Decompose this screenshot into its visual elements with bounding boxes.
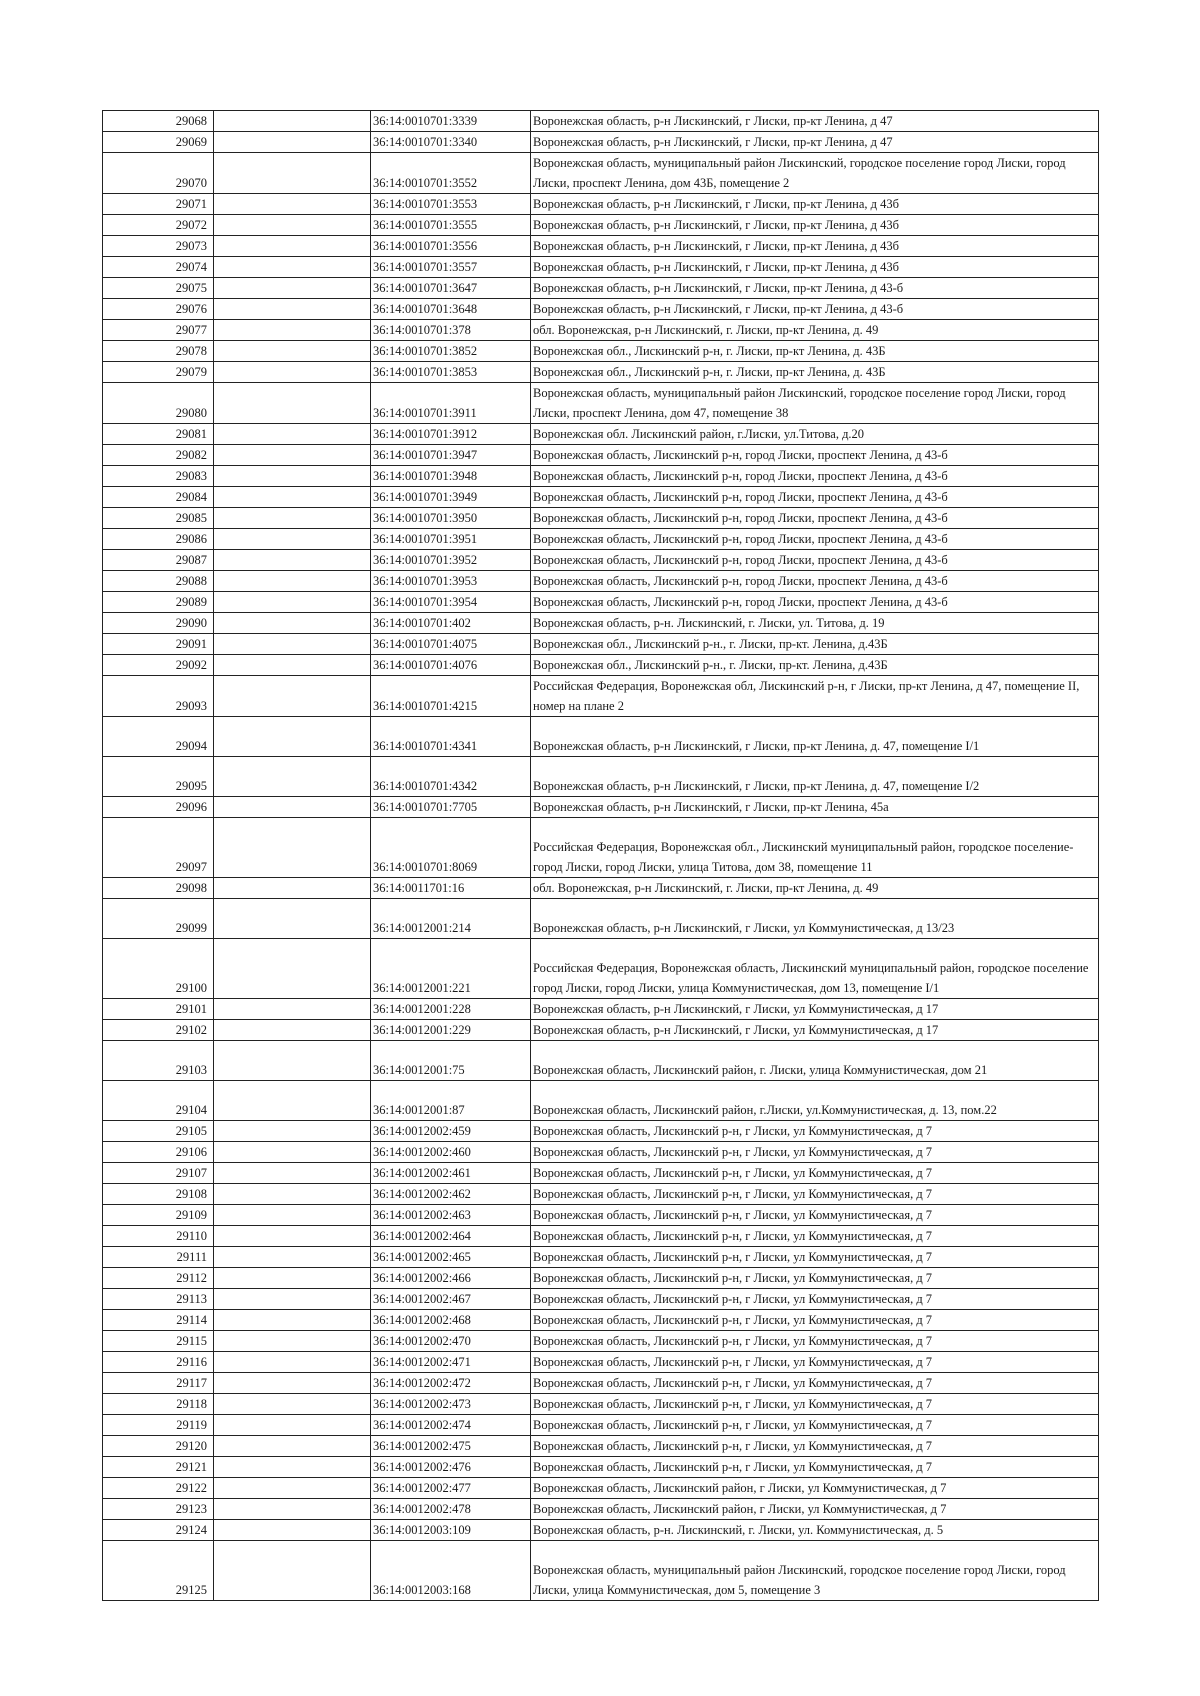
table-row (103, 299, 1099, 320)
address-cell: Воронежская область, Лискинский р-н, г Лиски, ул Коммунистическая, д 7 (531, 1331, 1099, 1352)
cadastral-number-cell: 36:14:0012002:467 (371, 1289, 531, 1310)
cadastral-number-cell: 36:14:0010701:3948 (371, 466, 531, 487)
address-cell: Воронежская область, Лискинский р-н, г Лиски, ул Коммунистическая, д 7 (531, 1436, 1099, 1457)
empty-cell (214, 299, 371, 320)
address-cell: Воронежская область, Лискинский р-н, г Лиски, ул Коммунистическая, д 7 (531, 1268, 1099, 1289)
cadastral-number-cell: 36:14:0010701:4342 (371, 757, 531, 797)
address-cell: Воронежская обл., Лискинский р-н, г. Лиски, пр-кт Ленина, д. 43Б (531, 341, 1099, 362)
empty-cell (214, 1041, 371, 1081)
row-number-cell: 29070 (103, 153, 214, 194)
row-number-cell: 29073 (103, 236, 214, 257)
table-row (103, 878, 1099, 899)
table-row (103, 1041, 1099, 1081)
address-cell: Воронежская область, Лискинский р-н, г Лиски, ул Коммунистическая, д 7 (531, 1121, 1099, 1142)
table-row (103, 1142, 1099, 1163)
table-row (103, 999, 1099, 1020)
cadastral-number-cell: 36:14:0012002:462 (371, 1184, 531, 1205)
table-row (103, 1184, 1099, 1205)
address-cell: Воронежская область, р-н Лискинский, г Лиски, ул Коммунистическая, д 17 (531, 1020, 1099, 1041)
row-number-cell: 29086 (103, 529, 214, 550)
empty-cell (214, 1121, 371, 1142)
empty-cell (214, 1268, 371, 1289)
address-cell: Российская Федерация, Воронежская обл., Лискинский муниципальный район, городское поселение-город Лиски, город Лиски, улица Титова, дом 38, помещение 11 (531, 818, 1099, 878)
row-number-cell: 29112 (103, 1268, 214, 1289)
cadastral-number-cell: 36:14:0012002:468 (371, 1310, 531, 1331)
cadastral-number-cell: 36:14:0010701:3647 (371, 278, 531, 299)
cadastral-number-cell: 36:14:0010701:378 (371, 320, 531, 341)
address-cell: Воронежская область, Лискинский р-н, город Лиски, проспект Ленина, д 43-б (531, 487, 1099, 508)
cadastral-number-cell: 36:14:0010701:3555 (371, 215, 531, 236)
address-cell: Воронежская область, Лискинский р-н, г Лиски, ул Коммунистическая, д 7 (531, 1457, 1099, 1478)
table-row (103, 592, 1099, 613)
cadastral-number-cell: 36:14:0012002:465 (371, 1247, 531, 1268)
row-number-cell: 29068 (103, 111, 214, 132)
empty-cell (214, 362, 371, 383)
cadastral-number-cell: 36:14:0010701:3339 (371, 111, 531, 132)
cadastral-number-cell: 36:14:0012002:461 (371, 1163, 531, 1184)
registry-body (103, 111, 1099, 1601)
cadastral-number-cell: 36:14:0012002:460 (371, 1142, 531, 1163)
cadastral-number-cell: 36:14:0010701:3556 (371, 236, 531, 257)
cadastral-number-cell: 36:14:0012002:477 (371, 1478, 531, 1499)
cadastral-number-cell: 36:14:0010701:402 (371, 613, 531, 634)
empty-cell (214, 111, 371, 132)
table-row (103, 757, 1099, 797)
address-cell: Воронежская обл., Лискинский р-н., г. Лиски, пр-кт. Ленина, д.43Б (531, 634, 1099, 655)
table-row (103, 550, 1099, 571)
empty-cell (214, 757, 371, 797)
row-number-cell: 29069 (103, 132, 214, 153)
cadastral-number-cell: 36:14:0012002:478 (371, 1499, 531, 1520)
cadastral-number-cell: 36:14:0010701:3952 (371, 550, 531, 571)
row-number-cell: 29087 (103, 550, 214, 571)
empty-cell (214, 1205, 371, 1226)
address-cell: Воронежская область, Лискинский район, г. Лиски, улица Коммунистическая, дом 21 (531, 1041, 1099, 1081)
empty-cell (214, 550, 371, 571)
table-row (103, 1436, 1099, 1457)
table-row (103, 1081, 1099, 1121)
row-number-cell: 29078 (103, 341, 214, 362)
row-number-cell: 29113 (103, 1289, 214, 1310)
empty-cell (214, 132, 371, 153)
empty-cell (214, 257, 371, 278)
row-number-cell: 29103 (103, 1041, 214, 1081)
table-row (103, 939, 1099, 999)
row-number-cell: 29091 (103, 634, 214, 655)
empty-cell (214, 1436, 371, 1457)
empty-cell (214, 717, 371, 757)
table-row (103, 1268, 1099, 1289)
address-cell: Воронежская область, р-н Лискинский, г Лиски, пр-кт Ленина, д 47 (531, 132, 1099, 153)
cadastral-number-cell: 36:14:0010701:4075 (371, 634, 531, 655)
table-row (103, 1457, 1099, 1478)
table-row (103, 1478, 1099, 1499)
cadastral-number-cell: 36:14:0012001:87 (371, 1081, 531, 1121)
row-number-cell: 29117 (103, 1373, 214, 1394)
empty-cell (214, 320, 371, 341)
table-row (103, 1121, 1099, 1142)
address-cell: Воронежская область, Лискинский р-н, г Лиски, ул Коммунистическая, д 7 (531, 1205, 1099, 1226)
address-cell: Воронежская обл., Лискинский р-н, г. Лиски, пр-кт Ленина, д. 43Б (531, 362, 1099, 383)
empty-cell (214, 236, 371, 257)
address-cell: Воронежская область, Лискинский р-н, город Лиски, проспект Ленина, д 43-б (531, 550, 1099, 571)
empty-cell (214, 153, 371, 194)
row-number-cell: 29109 (103, 1205, 214, 1226)
table-row (103, 1373, 1099, 1394)
address-cell: Воронежская область, р-н Лискинский, г Лиски, пр-кт Ленина, 45а (531, 797, 1099, 818)
table-row (103, 899, 1099, 939)
table-row (103, 1226, 1099, 1247)
empty-cell (214, 1520, 371, 1541)
table-row (103, 1499, 1099, 1520)
table-row (103, 676, 1099, 717)
address-cell: Воронежская область, Лискинский р-н, г Лиски, ул Коммунистическая, д 7 (531, 1352, 1099, 1373)
empty-cell (214, 1184, 371, 1205)
row-number-cell: 29090 (103, 613, 214, 634)
cadastral-number-cell: 36:14:0012002:476 (371, 1457, 531, 1478)
table-row (103, 529, 1099, 550)
row-number-cell: 29101 (103, 999, 214, 1020)
table-row (103, 341, 1099, 362)
table-row (103, 571, 1099, 592)
address-cell: Воронежская область, Лискинский р-н, город Лиски, проспект Ленина, д 43-б (531, 508, 1099, 529)
empty-cell (214, 1289, 371, 1310)
row-number-cell: 29108 (103, 1184, 214, 1205)
empty-cell (214, 1310, 371, 1331)
empty-cell (214, 676, 371, 717)
row-number-cell: 29088 (103, 571, 214, 592)
cadastral-number-cell: 36:14:0010701:7705 (371, 797, 531, 818)
address-cell: Воронежская область, Лискинский р-н, г Лиски, ул Коммунистическая, д 7 (531, 1226, 1099, 1247)
empty-cell (214, 1373, 371, 1394)
row-number-cell: 29075 (103, 278, 214, 299)
table-row (103, 1310, 1099, 1331)
address-cell: Воронежская область, Лискинский р-н, г Лиски, ул Коммунистическая, д 7 (531, 1247, 1099, 1268)
empty-cell (214, 571, 371, 592)
empty-cell (214, 341, 371, 362)
cadastral-number-cell: 36:14:0012002:473 (371, 1394, 531, 1415)
address-cell: Воронежская область, Лискинский р-н, город Лиски, проспект Ленина, д 43-б (531, 445, 1099, 466)
row-number-cell: 29079 (103, 362, 214, 383)
table-row (103, 215, 1099, 236)
row-number-cell: 29074 (103, 257, 214, 278)
address-cell: Воронежская область, р-н Лискинский, г Лиски, пр-кт Ленина, д 43б (531, 194, 1099, 215)
address-cell: Российская Федерация, Воронежская обл, Лискинский р-н, г Лиски, пр-кт Ленина, д 47, помещение II, номер на плане 2 (531, 676, 1099, 717)
empty-cell (214, 383, 371, 424)
empty-cell (214, 424, 371, 445)
cadastral-number-cell: 36:14:0012001:214 (371, 899, 531, 939)
address-cell: Воронежская область, р-н. Лискинский, г. Лиски, ул. Коммунистическая, д. 5 (531, 1520, 1099, 1541)
table-row (103, 111, 1099, 132)
row-number-cell: 29080 (103, 383, 214, 424)
table-row (103, 445, 1099, 466)
row-number-cell: 29071 (103, 194, 214, 215)
row-number-cell: 29105 (103, 1121, 214, 1142)
cadastral-number-cell: 36:14:0012003:168 (371, 1541, 531, 1601)
table-row (103, 1394, 1099, 1415)
cadastral-number-cell: 36:14:0012001:75 (371, 1041, 531, 1081)
empty-cell (214, 1499, 371, 1520)
address-cell: обл. Воронежская, р-н Лискинский, г. Лиски, пр-кт Ленина, д. 49 (531, 320, 1099, 341)
address-cell: Воронежская область, Лискинский район, г Лиски, ул Коммунистическая, д 7 (531, 1478, 1099, 1499)
row-number-cell: 29095 (103, 757, 214, 797)
row-number-cell: 29097 (103, 818, 214, 878)
cadastral-number-cell: 36:14:0010701:3552 (371, 153, 531, 194)
table-row (103, 655, 1099, 676)
row-number-cell: 29106 (103, 1142, 214, 1163)
address-cell: Воронежская область, муниципальный район Лискинский, городское поселение город Лиски, город Лиски, проспект Ленина, дом 43Б, помещение 2 (531, 153, 1099, 194)
cadastral-number-cell: 36:14:0010701:3950 (371, 508, 531, 529)
cadastral-number-cell: 36:14:0010701:3648 (371, 299, 531, 320)
address-cell: Воронежская область, Лискинский р-н, г Лиски, ул Коммунистическая, д 7 (531, 1310, 1099, 1331)
cadastral-number-cell: 36:14:0012001:229 (371, 1020, 531, 1041)
empty-cell (214, 1331, 371, 1352)
cadastral-number-cell: 36:14:0010701:3912 (371, 424, 531, 445)
address-cell: Воронежская область, р-н Лискинский, г Лиски, пр-кт Ленина, д 47 (531, 111, 1099, 132)
empty-cell (214, 466, 371, 487)
table-row (103, 424, 1099, 445)
address-cell: Воронежская область, Лискинский р-н, г Лиски, ул Коммунистическая, д 7 (531, 1163, 1099, 1184)
address-cell: Воронежская область, Лискинский р-н, город Лиски, проспект Ленина, д 43-б (531, 592, 1099, 613)
row-number-cell: 29085 (103, 508, 214, 529)
empty-cell (214, 445, 371, 466)
table-row (103, 1520, 1099, 1541)
cadastral-number-cell: 36:14:0010701:3853 (371, 362, 531, 383)
table-row (103, 717, 1099, 757)
row-number-cell: 29096 (103, 797, 214, 818)
table-row (103, 1020, 1099, 1041)
cadastral-number-cell: 36:14:0012002:464 (371, 1226, 531, 1247)
address-cell: Воронежская область, р-н Лискинский, г Лиски, пр-кт Ленина, д. 47, помещение I/1 (531, 717, 1099, 757)
empty-cell (214, 508, 371, 529)
table-row (103, 1163, 1099, 1184)
empty-cell (214, 1457, 371, 1478)
row-number-cell: 29092 (103, 655, 214, 676)
row-number-cell: 29116 (103, 1352, 214, 1373)
cadastral-number-cell: 36:14:0010701:3553 (371, 194, 531, 215)
table-row (103, 797, 1099, 818)
table-row (103, 1541, 1099, 1601)
empty-cell (214, 1163, 371, 1184)
row-number-cell: 29120 (103, 1436, 214, 1457)
row-number-cell: 29119 (103, 1415, 214, 1436)
table-row (103, 132, 1099, 153)
cadastral-number-cell: 36:14:0011701:16 (371, 878, 531, 899)
address-cell: Воронежская область, Лискинский р-н, город Лиски, проспект Ленина, д 43-б (531, 466, 1099, 487)
row-number-cell: 29094 (103, 717, 214, 757)
empty-cell (214, 878, 371, 899)
row-number-cell: 29072 (103, 215, 214, 236)
empty-cell (214, 529, 371, 550)
address-cell: Воронежская область, Лискинский р-н, г Лиски, ул Коммунистическая, д 7 (531, 1184, 1099, 1205)
cadastral-number-cell: 36:14:0012002:472 (371, 1373, 531, 1394)
address-cell: Воронежская область, Лискинский р-н, город Лиски, проспект Ленина, д 43-б (531, 529, 1099, 550)
row-number-cell: 29125 (103, 1541, 214, 1601)
row-number-cell: 29084 (103, 487, 214, 508)
address-cell: Воронежская область, муниципальный район Лискинский, городское поселение город Лиски, город Лиски, улица Коммунистическая, дом 5, помещение 3 (531, 1541, 1099, 1601)
empty-cell (214, 1394, 371, 1415)
row-number-cell: 29093 (103, 676, 214, 717)
cadastral-number-cell: 36:14:0010701:4215 (371, 676, 531, 717)
cadastral-number-cell: 36:14:0012002:475 (371, 1436, 531, 1457)
address-cell: Воронежская область, Лискинский р-н, г Лиски, ул Коммунистическая, д 7 (531, 1289, 1099, 1310)
row-number-cell: 29089 (103, 592, 214, 613)
empty-cell (214, 278, 371, 299)
empty-cell (214, 1541, 371, 1601)
cadastral-number-cell: 36:14:0012003:109 (371, 1520, 531, 1541)
table-row (103, 1247, 1099, 1268)
row-number-cell: 29115 (103, 1331, 214, 1352)
address-cell: Воронежская область, р-н Лискинский, г Лиски, пр-кт Ленина, д 43б (531, 236, 1099, 257)
address-cell: Воронежская область, р-н Лискинский, г Лиски, ул Коммунистическая, д 17 (531, 999, 1099, 1020)
cadastral-number-cell: 36:14:0012002:459 (371, 1121, 531, 1142)
empty-cell (214, 592, 371, 613)
table-row (103, 487, 1099, 508)
row-number-cell: 29077 (103, 320, 214, 341)
table-row (103, 1205, 1099, 1226)
address-cell: Воронежская область, Лискинский р-н, г Лиски, ул Коммунистическая, д 7 (531, 1415, 1099, 1436)
empty-cell (214, 1081, 371, 1121)
row-number-cell: 29110 (103, 1226, 214, 1247)
cadastral-number-cell: 36:14:0010701:3911 (371, 383, 531, 424)
address-cell: Воронежская область, р-н Лискинский, г Лиски, пр-кт Ленина, д 43-б (531, 278, 1099, 299)
address-cell: Воронежская область, р-н. Лискинский, г. Лиски, ул. Титова, д. 19 (531, 613, 1099, 634)
row-number-cell: 29081 (103, 424, 214, 445)
cadastral-number-cell: 36:14:0012002:466 (371, 1268, 531, 1289)
table-row (103, 613, 1099, 634)
cadastral-number-cell: 36:14:0012001:228 (371, 999, 531, 1020)
row-number-cell: 29099 (103, 899, 214, 939)
table-row (103, 634, 1099, 655)
table-row (103, 362, 1099, 383)
address-cell: Воронежская область, р-н Лискинский, г Лиски, пр-кт Ленина, д 43б (531, 215, 1099, 236)
row-number-cell: 29123 (103, 1499, 214, 1520)
row-number-cell: 29082 (103, 445, 214, 466)
empty-cell (214, 818, 371, 878)
cadastral-number-cell: 36:14:0010701:3951 (371, 529, 531, 550)
table-row (103, 508, 1099, 529)
address-cell: Воронежская область, Лискинский район, г Лиски, ул Коммунистическая, д 7 (531, 1499, 1099, 1520)
empty-cell (214, 194, 371, 215)
row-number-cell: 29111 (103, 1247, 214, 1268)
row-number-cell: 29118 (103, 1394, 214, 1415)
address-cell: Воронежская область, Лискинский р-н, г Лиски, ул Коммунистическая, д 7 (531, 1373, 1099, 1394)
empty-cell (214, 487, 371, 508)
address-cell: обл. Воронежская, р-н Лискинский, г. Лиски, пр-кт Ленина, д. 49 (531, 878, 1099, 899)
cadastral-number-cell: 36:14:0012001:221 (371, 939, 531, 999)
table-row (103, 818, 1099, 878)
table-row (103, 257, 1099, 278)
table-row (103, 1289, 1099, 1310)
empty-cell (214, 634, 371, 655)
address-cell: Воронежская область, Лискинский р-н, город Лиски, проспект Ленина, д 43-б (531, 571, 1099, 592)
table-row (103, 236, 1099, 257)
empty-cell (214, 1020, 371, 1041)
row-number-cell: 29076 (103, 299, 214, 320)
row-number-cell: 29114 (103, 1310, 214, 1331)
address-cell: Воронежская область, Лискинский р-н, г Лиски, ул Коммунистическая, д 7 (531, 1394, 1099, 1415)
empty-cell (214, 1352, 371, 1373)
cadastral-number-cell: 36:14:0010701:3852 (371, 341, 531, 362)
empty-cell (214, 1415, 371, 1436)
row-number-cell: 29122 (103, 1478, 214, 1499)
empty-cell (214, 1142, 371, 1163)
cadastral-number-cell: 36:14:0010701:8069 (371, 818, 531, 878)
empty-cell (214, 999, 371, 1020)
property-registry-table (102, 110, 1099, 1601)
cadastral-number-cell: 36:14:0010701:4341 (371, 717, 531, 757)
empty-cell (214, 1226, 371, 1247)
address-cell: Воронежская область, р-н Лискинский, г Лиски, пр-кт Ленина, д 43б (531, 257, 1099, 278)
row-number-cell: 29121 (103, 1457, 214, 1478)
cadastral-number-cell: 36:14:0012002:463 (371, 1205, 531, 1226)
address-cell: Воронежская область, р-н Лискинский, г Лиски, пр-кт Ленина, д. 47, помещение I/2 (531, 757, 1099, 797)
cadastral-number-cell: 36:14:0010701:3953 (371, 571, 531, 592)
address-cell: Российская Федерация, Воронежская область, Лискинский муниципальный район, городское поселение город Лиски, город Лиски, улица Коммунистическая, дом 13, помещение I/1 (531, 939, 1099, 999)
empty-cell (214, 1247, 371, 1268)
cadastral-number-cell: 36:14:0010701:3954 (371, 592, 531, 613)
empty-cell (214, 613, 371, 634)
table-row (103, 194, 1099, 215)
row-number-cell: 29083 (103, 466, 214, 487)
address-cell: Воронежская область, муниципальный район Лискинский, городское поселение город Лиски, город Лиски, проспект Ленина, дом 47, помещение 38 (531, 383, 1099, 424)
cadastral-number-cell: 36:14:0010701:3947 (371, 445, 531, 466)
empty-cell (214, 939, 371, 999)
address-cell: Воронежская область, р-н Лискинский, г Лиски, пр-кт Ленина, д 43-б (531, 299, 1099, 320)
table-row (103, 466, 1099, 487)
row-number-cell: 29124 (103, 1520, 214, 1541)
address-cell: Воронежская область, Лискинский район, г.Лиски, ул.Коммунистическая, д. 13, пом.22 (531, 1081, 1099, 1121)
address-cell: Воронежская область, Лискинский р-н, г Лиски, ул Коммунистическая, д 7 (531, 1142, 1099, 1163)
table-row (103, 153, 1099, 194)
address-cell: Воронежская обл. Лискинский район, г.Лиски, ул.Титова, д.20 (531, 424, 1099, 445)
cadastral-number-cell: 36:14:0010701:3949 (371, 487, 531, 508)
row-number-cell: 29107 (103, 1163, 214, 1184)
empty-cell (214, 215, 371, 236)
table-row (103, 1415, 1099, 1436)
table-row (103, 320, 1099, 341)
empty-cell (214, 1478, 371, 1499)
empty-cell (214, 655, 371, 676)
cadastral-number-cell: 36:14:0012002:474 (371, 1415, 531, 1436)
row-number-cell: 29098 (103, 878, 214, 899)
cadastral-number-cell: 36:14:0010701:3557 (371, 257, 531, 278)
table-row (103, 1352, 1099, 1373)
table-row (103, 278, 1099, 299)
cadastral-number-cell: 36:14:0012002:470 (371, 1331, 531, 1352)
empty-cell (214, 899, 371, 939)
empty-cell (214, 797, 371, 818)
row-number-cell: 29104 (103, 1081, 214, 1121)
address-cell: Воронежская обл., Лискинский р-н., г. Лиски, пр-кт. Ленина, д.43Б (531, 655, 1099, 676)
address-cell: Воронежская область, р-н Лискинский, г Лиски, ул Коммунистическая, д 13/23 (531, 899, 1099, 939)
cadastral-number-cell: 36:14:0010701:3340 (371, 132, 531, 153)
table-row (103, 383, 1099, 424)
cadastral-number-cell: 36:14:0010701:4076 (371, 655, 531, 676)
row-number-cell: 29102 (103, 1020, 214, 1041)
cadastral-number-cell: 36:14:0012002:471 (371, 1352, 531, 1373)
row-number-cell: 29100 (103, 939, 214, 999)
table-row (103, 1331, 1099, 1352)
